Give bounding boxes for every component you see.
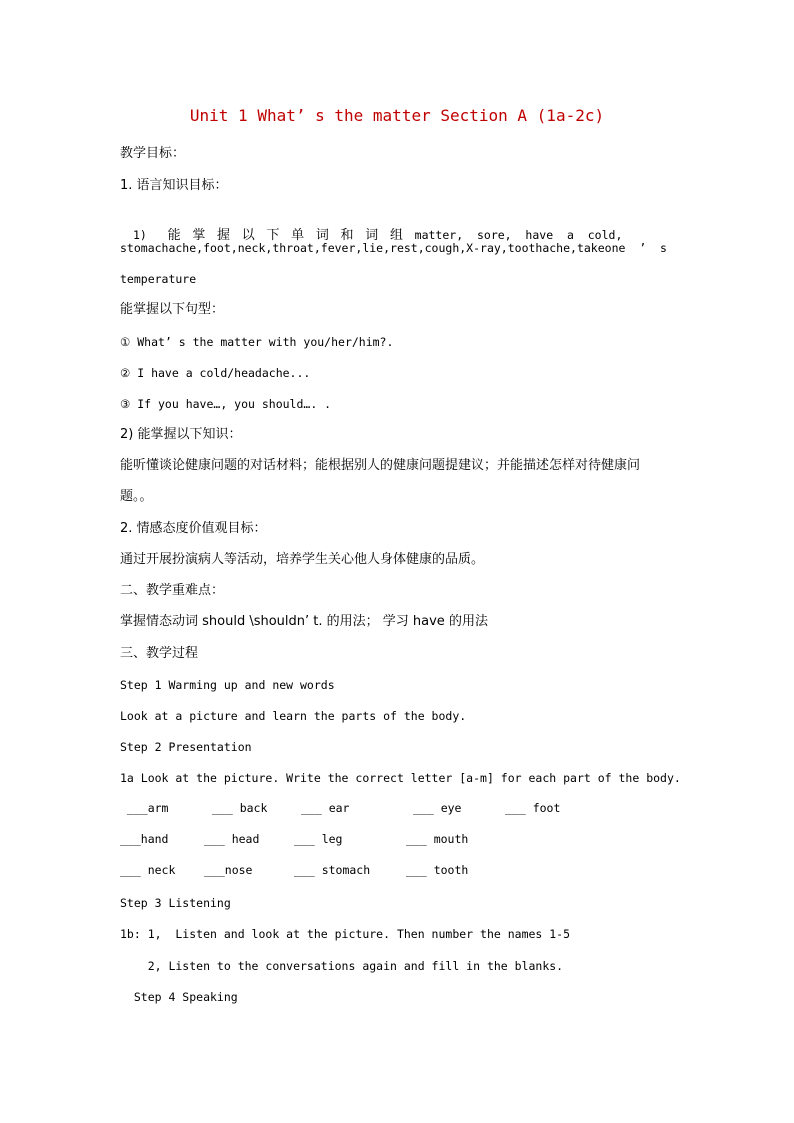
blank-ear: ___ ear [301,801,350,815]
step1-text: Look at a picture and learn the parts of the body. [120,709,467,723]
blank-tooth: ___ tooth [406,863,469,877]
process-heading: 三、教学过程 [120,646,199,661]
emotion-text: 通过开展扮演病人等活动，培养学生关心他人身体健康的品质。 [120,552,485,567]
blank-stomach: ___ stomach [294,863,371,877]
vocab-words-1: matter, sore, have a cold, [414,228,623,242]
step3-heading: Step 3 Listening [120,896,231,910]
sentence-1: ① What’ s the matter with you/her/him?. [120,335,394,349]
blank-neck: ___ neck [120,863,176,877]
blank-nose: ___nose [204,863,253,877]
step3-line-2: 2, Listen to the conversations again and fill in the blanks. [120,959,564,973]
blank-back: ___ back [212,801,268,815]
document-title: Unit 1 What’ s the matter Section A (1a-2c) [189,106,605,125]
blank-eye: ___ eye [413,801,462,815]
vocab-line-2: stomachache,foot,neck,throat,fever,lie,rest,cough,X-ray,toothache,takeone ’ s [120,241,667,255]
step3-line-1: 1b: 1, Listen and look at the picture. Then number the names 1-5 [120,927,571,941]
vocab-cn: 能掌握以下单词和词组 [167,228,415,243]
blank-mouth: ___ mouth [406,832,469,846]
step2-text: 1a Look at the picture. Write the correct letter [a-m] for each part of the body. [120,771,681,785]
knowledge2-line-2: 题。。 [120,489,153,504]
sentence-3: ③ If you have…, you should…. . [120,397,332,411]
blank-hand: ___hand [120,832,169,846]
sentence-2: ② I have a cold/headache... [120,366,311,380]
step1-heading: Step 1 Warming up and new words [120,678,335,692]
sentence-heading: 能掌握以下句型： [120,302,225,317]
emotion-heading: 2. 情感态度价值观目标： [120,521,267,536]
step2-heading: Step 2 Presentation [120,740,252,754]
blank-head: ___ head [204,832,260,846]
vocab-line-3: temperature [120,272,197,286]
knowledge2-line-1: 能听懂谈论健康问题的对话材料；能根据别人的健康问题提建议；并能描述怎样对待健康问 [120,458,641,473]
vocab-prefix: 1) [133,228,147,242]
knowledge2-heading: 2) 能掌握以下知识： [120,427,242,442]
difficulties-text: 掌握情态动词 should \shouldn’ t. 的用法； 学习 have 的用法 [120,614,488,629]
blank-arm: ___arm [120,801,169,815]
blank-leg: ___ leg [294,832,343,846]
objectives-heading: 教学目标： [120,146,186,161]
knowledge-heading: 1. 语言知识目标： [120,178,228,193]
step4-heading: Step 4 Speaking [120,990,238,1004]
blank-foot: ___ foot [505,801,561,815]
difficulties-heading: 二、教学重难点： [120,583,225,598]
